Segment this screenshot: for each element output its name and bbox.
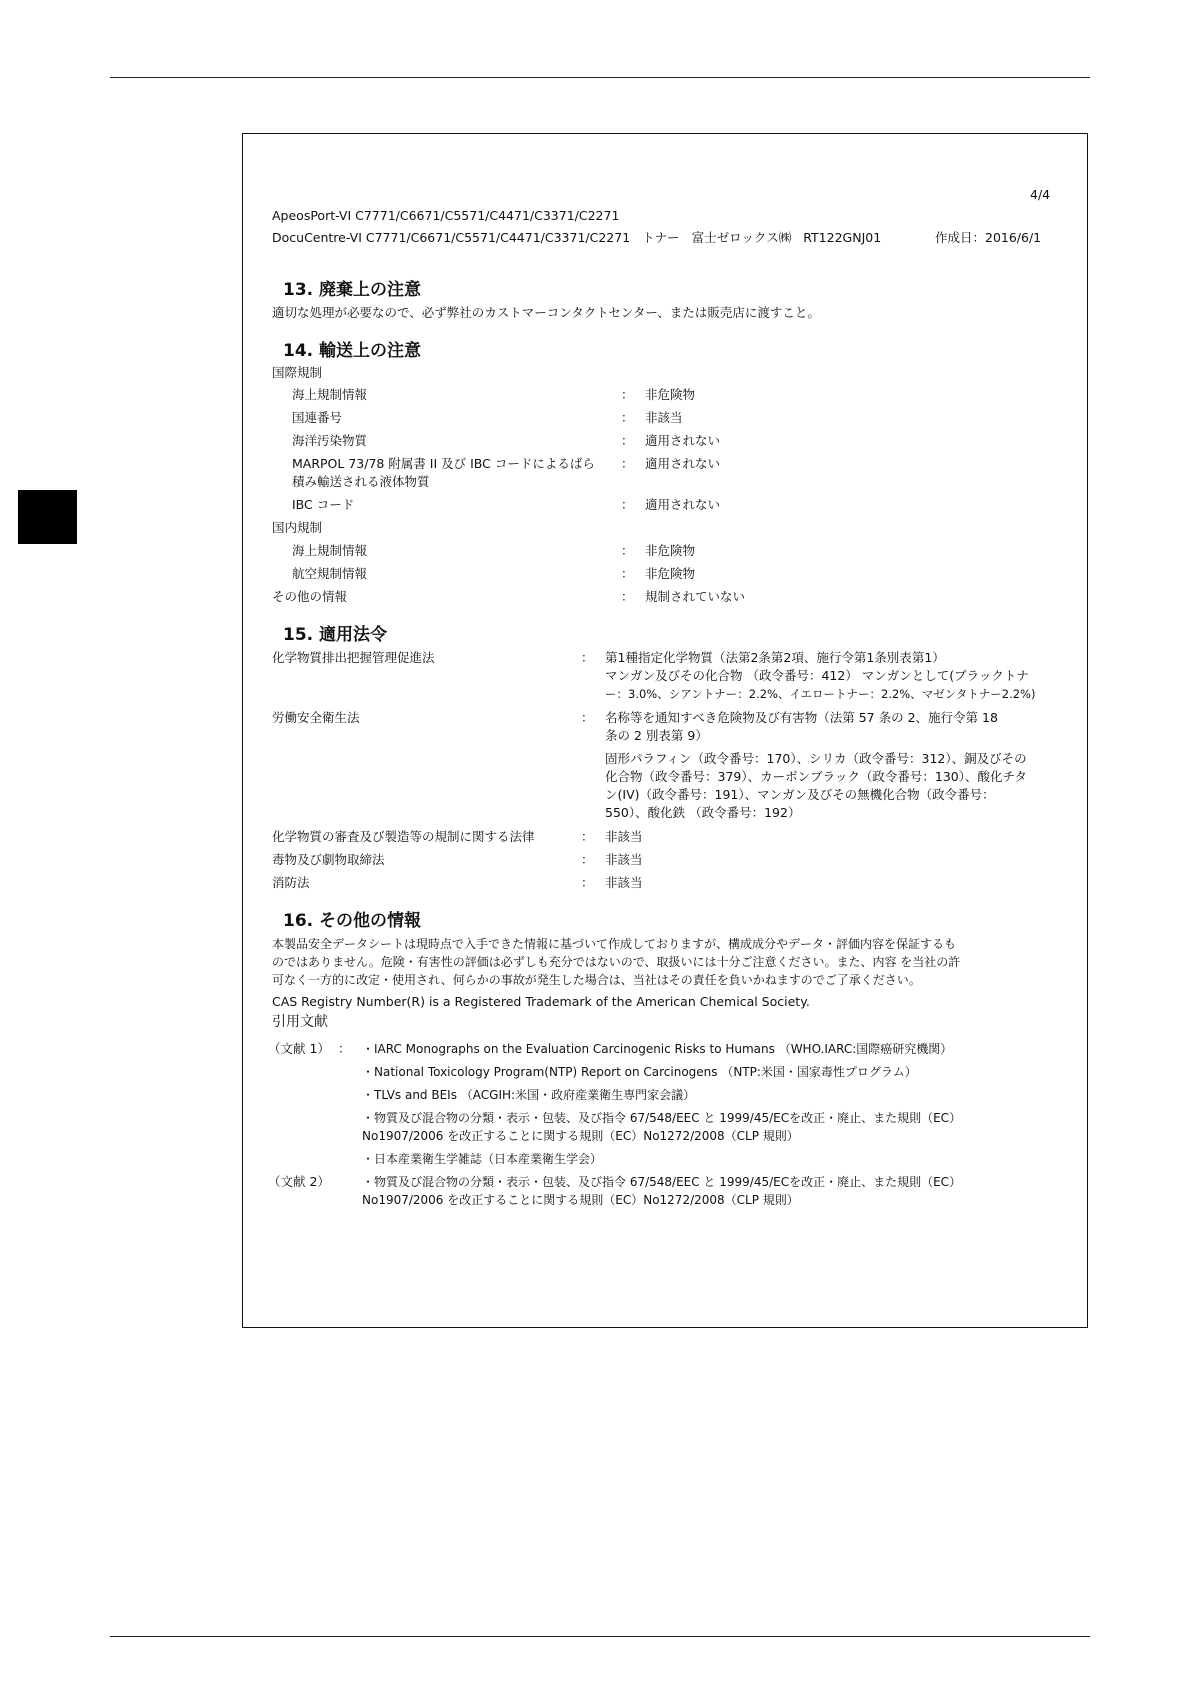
page-number: 4/4: [1030, 187, 1051, 202]
page-tab-marker: [18, 490, 77, 544]
un-label: 国連番号: [292, 410, 343, 425]
cscl-value: 非該当: [605, 829, 643, 844]
model-line-1: ApeosPort-VI C7771/C6671/C5571/C4471/C3371/C2271: [272, 208, 620, 223]
colon: ：: [621, 433, 634, 448]
colon: ：: [581, 875, 594, 890]
ref-1-item-a: ・IARC Monographs on the Evaluation Carcinogenic Risks to Humans （WHO.IARC:国際癌研究機関）: [362, 1042, 953, 1056]
ishl-line-2: 条の 2 別表第 9）: [605, 728, 708, 743]
ref-1-item-b: ・National Toxicology Program(NTP) Report on Carcinogens （NTP:米国・国家毒性プログラム）: [362, 1065, 917, 1079]
ref-1-colon: ：: [338, 1041, 351, 1056]
other-info-label: その他の情報: [272, 589, 348, 604]
marine-value: 適用されない: [645, 433, 721, 448]
ibc-value: 適用されない: [645, 497, 721, 512]
fire-value: 非該当: [605, 875, 643, 890]
prtr-line-1: 第1種指定化学物質（法第2条第2項、施行令第1条別表第1）: [605, 650, 945, 665]
ref-1-label: （文献 1）: [268, 1041, 330, 1056]
ref-1-item-d-line-1: ・物質及び混合物の分類・表示・包装、及び指令 67/548/EEC と 1999/45/ECを改正・廃止、また規則（EC）: [362, 1111, 962, 1125]
marine-label: 海洋汚染物質: [292, 433, 368, 448]
marpol-value: 適用されない: [645, 456, 721, 471]
section-13-text: 適切な処理が必要なので、必ず弊社のカストマーコンタクトセンター、または販売店に渡すこと。: [272, 305, 820, 320]
domestic-regulation-heading: 国内規制: [272, 520, 323, 535]
disclaimer-line-1: 本製品安全データシートは現時点で入手できた情報に基づいて作成しておりますが、構成成分やデータ・評価内容を保証するも: [272, 937, 957, 951]
company-name: 富士ゼロックス㈱: [691, 230, 792, 245]
ishl-line-1: 名称等を通知すべき危険物及び有害物（法第 57 条の 2、施行令第 18: [605, 710, 998, 725]
ref-1-item-e: ・日本産業衛生学雑誌（日本産業衛生学会）: [362, 1152, 603, 1166]
disclaimer-line-2: のではありません。危険・有害性の評価は必ずしも充分ではないので、取扱いには十分ご注意ください。また、内容 を当社の許: [272, 955, 961, 969]
air-label: 航空規制情報: [292, 566, 368, 581]
colon: ：: [621, 410, 634, 425]
ishl-line-5: ン(IV)（政令番号：191）、マンガン及びその無機化合物（政令番号：: [605, 787, 995, 802]
ref-1-item-c: ・TLVs and BEIs （ACGIH:米国・政府産業衛生専門家会議）: [362, 1088, 696, 1102]
ref-2-item-a-line-1: ・物質及び混合物の分類・表示・包装、及び指令 67/548/EEC と 1999/45/ECを改正・廃止、また規則（EC）: [362, 1175, 962, 1189]
created-date: 作成日：2016/6/1: [935, 230, 1042, 245]
product-code: RT122GNJ01: [803, 230, 882, 245]
other-info-value: 規制されていない: [645, 589, 746, 604]
colon: ：: [581, 852, 594, 867]
sea-label: 海上規制情報: [292, 387, 368, 402]
disclaimer-line-3: 可なく一方的に改定・使用され、何らかの事故が発生した場合は、当社はその責任を負いかねますのでご了承ください。: [272, 973, 921, 987]
un-value: 非該当: [645, 410, 683, 425]
colon: ：: [621, 589, 634, 604]
colon: ：: [581, 710, 594, 725]
references-title: 引用文献: [272, 1014, 328, 1030]
section-15-title: 15. 適用法令: [283, 625, 388, 645]
ishl-label: 労働安全衛生法: [272, 710, 360, 725]
sea-value: 非危険物: [645, 387, 696, 402]
colon: ：: [581, 650, 594, 665]
cscl-label: 化学物質の審査及び製造等の規制に関する法律: [272, 829, 535, 844]
marpol-label-1: MARPOL 73/78 附属書 II 及び IBC コードによるばら: [292, 456, 595, 471]
ref-2-label: （文献 2）: [268, 1174, 330, 1189]
colon: ：: [581, 829, 594, 844]
poison-label: 毒物及び劇物取締法: [272, 852, 385, 867]
section-16-title: 16. その他の情報: [283, 911, 422, 931]
prtr-line-2: マンガン及びその化合物 （政令番号：412） マンガンとして(ブラックトナ: [605, 668, 1029, 683]
ibc-label: IBC コード: [292, 497, 355, 512]
ref-2-item-a-line-2: No1907/2006 を改正することに関する規則（EC）No1272/2008（CLP 規則）: [362, 1193, 799, 1207]
colon: ：: [621, 497, 634, 512]
top-rule: [110, 77, 1090, 78]
prtr-line-3: ー：3.0%、シアントナー：2.2%、イエロートナー：2.2%、マゼンタトナー2.2%): [605, 687, 1036, 701]
model-line-2-text: DocuCentre-VI C7771/C6671/C5571/C4471/C3371/C2271: [272, 230, 631, 245]
colon: ：: [621, 456, 634, 471]
cas-trademark: CAS Registry Number(R) is a Registered Trademark of the American Chemical Society.: [272, 994, 810, 1009]
model-line-2: [272, 229, 881, 247]
poison-value: 非該当: [605, 852, 643, 867]
ishl-line-6: 550）、酸化鉄 （政令番号：192）: [605, 805, 801, 820]
section-13-title: 13. 廃棄上の注意: [283, 280, 422, 300]
air-value: 非危険物: [645, 566, 696, 581]
ishl-line-4: 化合物（政令番号：379）、カーボンブラック（政令番号：130）、酸化チタ: [605, 769, 1027, 784]
product-name: トナー: [642, 230, 680, 245]
ishl-line-3: 固形パラフィン（政令番号：170）、シリカ（政令番号：312）、銅及びその: [605, 751, 1027, 766]
colon: ：: [621, 543, 634, 558]
prtr-label: 化学物質排出把握管理促進法: [272, 650, 435, 665]
colon: ：: [621, 387, 634, 402]
domestic-sea-label: 海上規制情報: [292, 543, 368, 558]
colon: ：: [621, 566, 634, 581]
section-14-title: 14. 輸送上の注意: [283, 341, 422, 361]
marpol-label-2: 積み輸送される液体物質: [292, 474, 430, 489]
domestic-sea-value: 非危険物: [645, 543, 696, 558]
ref-1-item-d-line-2: No1907/2006 を改正することに関する規則（EC）No1272/2008（CLP 規則）: [362, 1129, 799, 1143]
intl-regulation-heading: 国際規制: [272, 365, 323, 380]
bottom-rule: [110, 1636, 1090, 1637]
fire-label: 消防法: [272, 875, 310, 890]
